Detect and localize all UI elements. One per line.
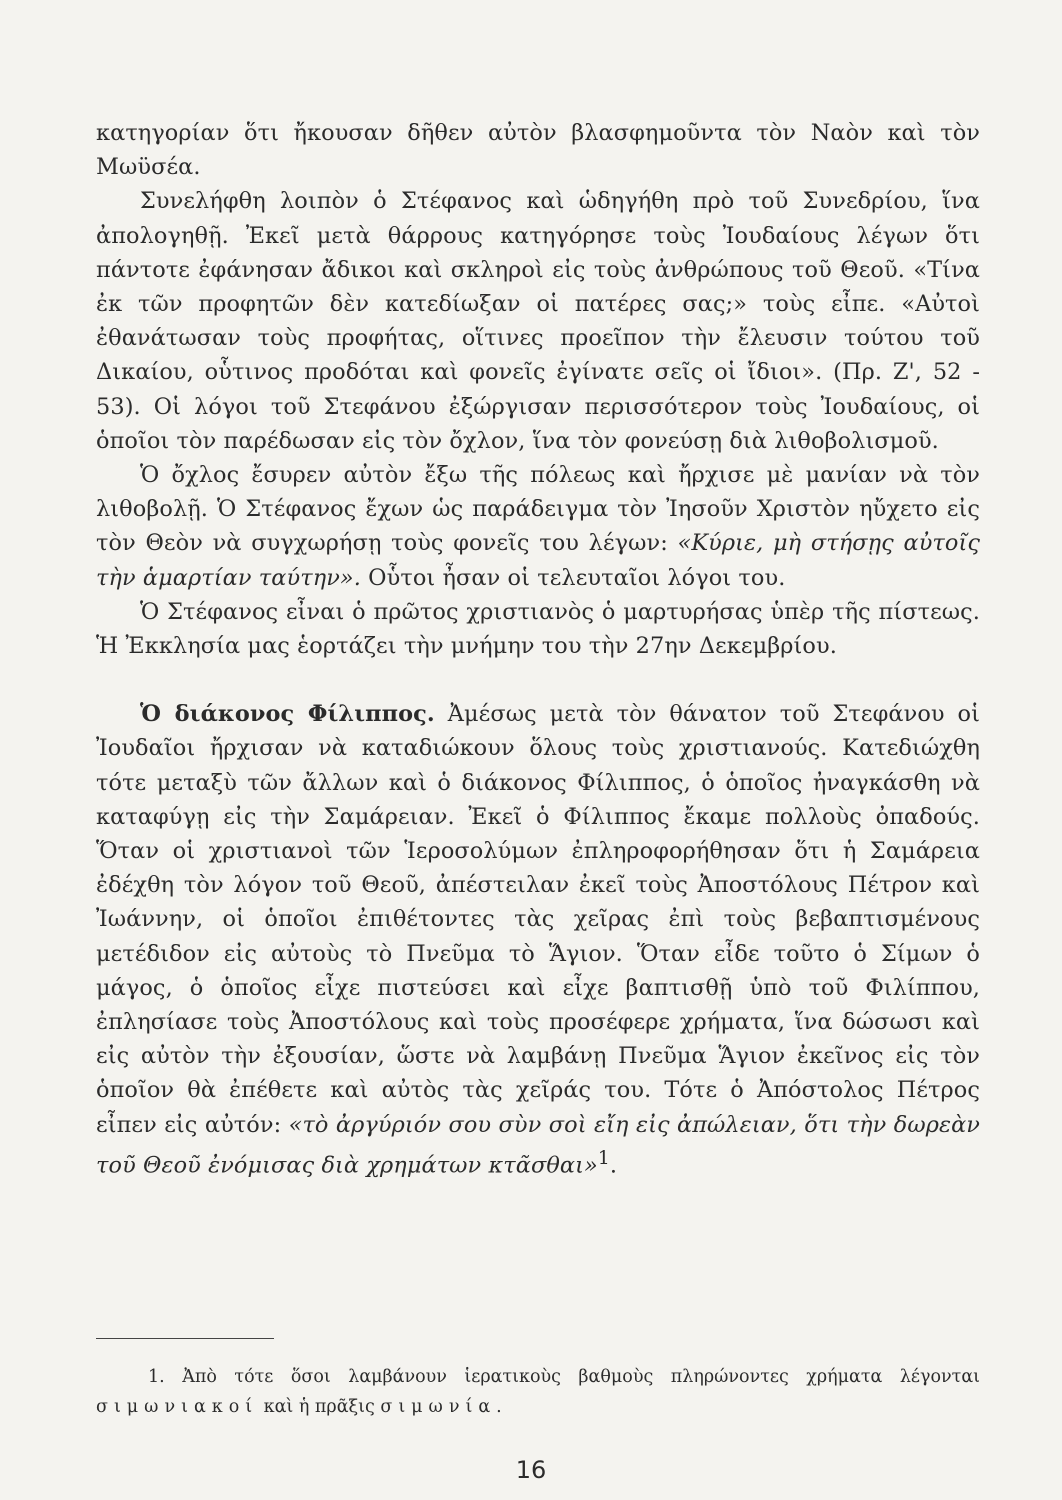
footnote-text-c: . [496,1397,502,1417]
stephen-prayer-quote: «Κύριε, μὴ στήσῃς αὐτοῖς τὴν ἁμαρτίαν ταύτην». [96,530,980,591]
footnote-term-1: σιμωνιακοί [96,1397,259,1417]
footnote-divider [96,1338,274,1339]
footnote-text [96,1362,980,1422]
paragraph-3-text-a: Ὁ ὄχλος ἔσυρεν αὐτὸν ἔξω τῆς πόλεως καὶ ἤρχισε μὲ μανίαν νὰ τὸν λιθοβολῇ. Ὁ Στέφανος ἔχων ὡς παράδειγμα τὸν Ἰησοῦν Χριστὸν ηὔχετο εἰς τὸν Θεὸν νὰ συγχωρήσῃ τοὺς φονεῖς του λέγων: [96,462,980,557]
peter-quote: «τὸ ἀργύριόν σου σὺν σοὶ εἴη εἰς ἀπώλειαν, ὅτι τὴν δωρεὰν τοῦ Θεοῦ ἐνόμισας διὰ χρημάτων κτᾶσθαι» [96,1111,981,1179]
paragraph-5 [96,697,980,1182]
paragraph-3 [96,458,980,595]
paragraph-5-text-a: Ἀμέσως μετὰ τὸν θάνατον τοῦ Στεφάνου οἱ Ἰουδαῖοι ἤρχισαν νὰ καταδιώκουν ὅλους τοὺς χριστιανούς. Κατεδιώχθη τότε μεταξὺ τῶν ἄλλων καὶ ὁ διάκονος Φίλιππος, ὁ ὁποῖος ἠναγκάσθη νὰ καταφύγῃ εἰς τὴν Σαμάρειαν. Ἐκεῖ ὁ Φίλιππος ἔκαμε πολλοὺς ὀπαδούς. Ὅταν οἱ χριστιανοὶ τῶν Ἱεροσολύμων ἐπληροφορήθησαν ὅτι ἡ Σαμάρεια ἐδέχθη τὸν λόγον τοῦ Θεοῦ, ἀπέστειλαν ἐκεῖ τοὺς Ἀποστόλους Πέτρον καὶ Ἰωάννην, οἱ ὁποῖοι ἐπιθέτοντες τὰς χεῖρας ἐπὶ τοὺς βεβαπτισμένους μετέδιδον εἰς αὐτοὺς τὸ Πνεῦμα τὸ Ἅγιον. Ὅταν εἶδε τοῦτο ὁ Σίμων ὁ μάγος, ὁ ὁποῖος εἶχε πιστεύσει καὶ εἶχε βαπτισθῇ ὑπὸ τοῦ Φιλίππου, ἐπλησίασε τοὺς Ἀποστόλους καὶ τοὺς προσέφερε χρήματα, ἵνα δώσωσι καὶ εἰς αὐτὸν τὴν ἐξουσίαν, ὥστε νὰ λαμβάνῃ Πνεῦμα Ἅγιον ἐκεῖνος εἰς τὸν ὁποῖον θὰ ἐπέθετε καὶ αὐτὸς τὰς χεῖράς του. Τότε ὁ Ἀπόστολος Πέτρος εἶπεν εἰς αὐτόν: [96,701,980,1138]
footnote-reference: 1 [597,1147,610,1169]
footnote-text-b: καὶ ἡ πρᾶξις [258,1397,381,1417]
paragraph-3-text-c: Οὗτοι ἦσαν οἱ τελευταῖοι λόγοι του. [360,564,786,591]
footnote-term-2: σιμωνία [380,1397,497,1417]
footnote [96,1362,980,1422]
paragraph-2: Συνελήφθη λοιπὸν ὁ Στέφανος καὶ ὡδηγήθη πρὸ τοῦ Συνεδρίου, ἵνα ἀπολογηθῇ. Ἐκεῖ μετὰ θάρρους κατηγόρησε τοὺς Ἰουδαίους λέγων ὅτι πάντοτε ἐφάνησαν ἄδικοι καὶ σκληροὶ εἰς τοὺς ἀνθρώπους τοῦ Θεοῦ. «Τίνα ἐκ τῶν προφητῶν δὲν κατεδίωξαν οἱ πατέρες σας;» τοὺς εἶπε. «Αὐτοὶ ἐθανάτωσαν τοὺς προφήτας, οἵτινες προεῖπον τὴν ἔλευσιν τούτου τοῦ Δικαίου, οὗτινος προδόται καὶ φονεῖς ἐγίνατε σεῖς οἱ ἴδιοι». (Πρ. Ζ', 52 - 53). Οἱ λόγοι τοῦ Στεφάνου ἐξώργισαν περισσότερον τοὺς Ἰουδαίους, οἱ ὁποῖοι τὸν παρέδωσαν εἰς τὸν ὄχλον, ἵνα τὸν φονεύσῃ διὰ λιθοβολισμοῦ. [96,188,980,454]
paragraph-5-text-c: . [609,1152,618,1179]
paragraph-4: Ὁ Στέφανος εἶναι ὁ πρῶτος χριστιανὸς ὁ μαρτυρήσας ὑπὲρ τῆς πίστεως. Ἡ Ἐκκλησία μας ἑορτάζει τὴν μνήμην του τὴν 27ην Δεκεμβρίου. [96,598,980,660]
paragraph-1: κατηγορίαν ὅτι ἤκουσαν δῆθεν αὐτὸν βλασφημοῦντα τὸν Ναὸν καὶ τὸν Μωϋσέα. [96,120,980,181]
section-title: Ὁ διάκονος Φίλιππος. [140,701,435,728]
page-number: 16 [515,1456,547,1484]
body-text [96,116,980,1183]
footnote-text-a: Ἀπὸ τότε ὅσοι λαμβάνουν ἱερατικοὺς βαθμοὺς πληρώνοντες χρήματα λέγονται [164,1367,980,1387]
footnote-number: 1. [148,1367,165,1387]
